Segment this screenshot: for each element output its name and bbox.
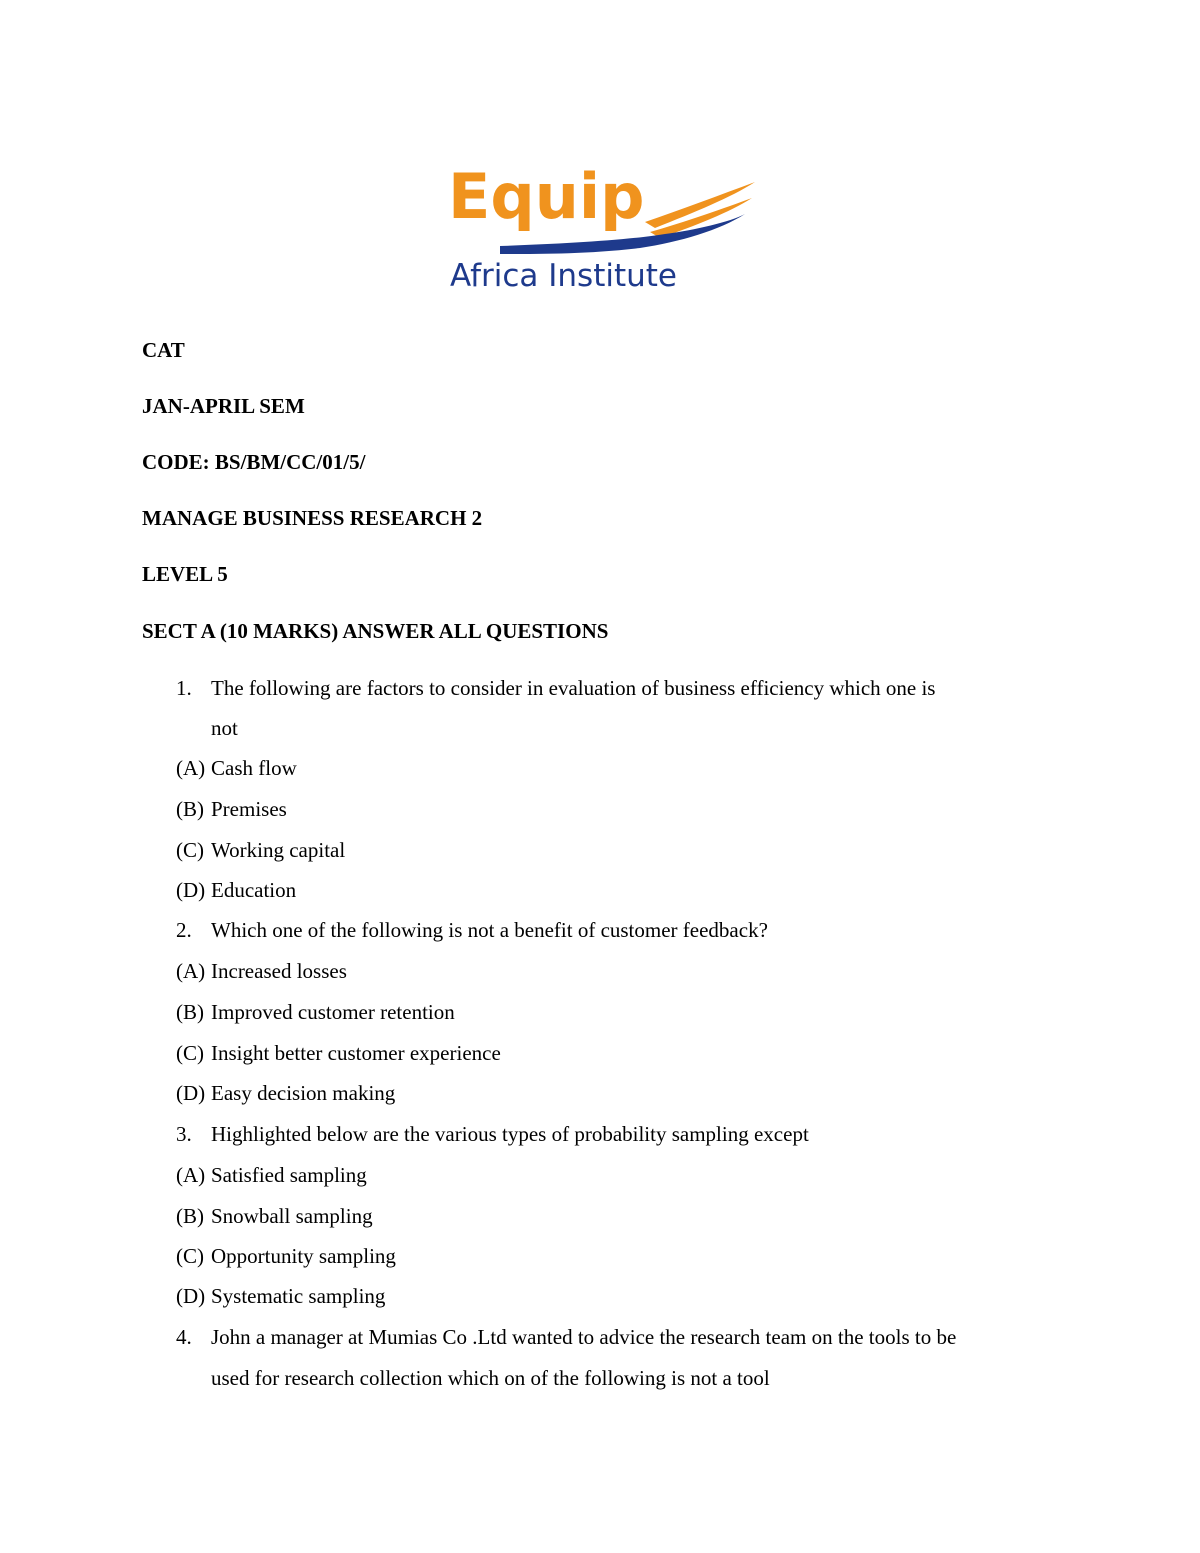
option <box>176 1163 367 1187</box>
course-title: MANAGE BUSINESS RESEARCH 2 <box>142 506 483 530</box>
option-text: Insight better customer experience <box>211 1041 501 1065</box>
option <box>176 1081 395 1105</box>
logo-brand-text: Equip <box>448 160 645 233</box>
option-text: Education <box>211 878 297 902</box>
question-text: John a manager at Mumias Co .Ltd wanted to advice the research team on the tools to be <box>211 1325 957 1349</box>
option-text: Premises <box>211 797 287 821</box>
option <box>176 1204 373 1228</box>
option-label: (C) <box>176 838 204 862</box>
section-heading: SECT A (10 MARKS) ANSWER ALL QUESTIONS <box>142 619 609 643</box>
option-text: Increased losses <box>211 959 347 983</box>
equip-africa-institute-logo <box>440 150 770 300</box>
option-label: (D) <box>176 878 206 902</box>
option <box>176 1244 396 1268</box>
semester: JAN-APRIL SEM <box>142 394 305 418</box>
question-text: Which one of the following is not a benefit of customer feedback? <box>211 918 768 942</box>
option <box>176 1000 455 1024</box>
option-label: (B) <box>176 797 204 821</box>
option-text: Opportunity sampling <box>211 1244 396 1268</box>
option-label: (B) <box>176 1204 204 1228</box>
question-text-continued: not <box>211 716 238 740</box>
option <box>176 797 287 821</box>
logo-subtitle-text: Africa Institute <box>450 258 678 294</box>
option <box>176 1041 501 1065</box>
question-number: 1. <box>176 676 192 700</box>
question-number: 3. <box>176 1122 192 1146</box>
option-text: Improved customer retention <box>211 1000 455 1024</box>
question-number: 2. <box>176 918 192 942</box>
option-text: Satisfied sampling <box>211 1163 367 1187</box>
question-text-continued: used for research collection which on of the following is not a tool <box>211 1366 770 1390</box>
option-label: (D) <box>176 1081 206 1105</box>
option-text: Systematic sampling <box>211 1284 386 1308</box>
question-number: 4. <box>176 1325 192 1349</box>
option-label: (A) <box>176 959 206 983</box>
option <box>176 756 297 780</box>
option-text: Cash flow <box>211 756 297 780</box>
question-text: Highlighted below are the various types of probability sampling except <box>211 1122 809 1146</box>
option-label: (A) <box>176 756 206 780</box>
question-text: The following are factors to consider in evaluation of business efficiency which one is <box>211 676 936 700</box>
option-label: (C) <box>176 1244 204 1268</box>
course-code: CODE: BS/BM/CC/01/5/ <box>142 450 366 474</box>
option-label: (C) <box>176 1041 204 1065</box>
option-label: (B) <box>176 1000 204 1024</box>
option-text: Snowball sampling <box>211 1204 373 1228</box>
option <box>176 959 347 983</box>
option-label: (A) <box>176 1163 206 1187</box>
level: LEVEL 5 <box>142 562 228 586</box>
exam-type: CAT <box>142 338 185 362</box>
option <box>176 1284 385 1308</box>
option-label: (D) <box>176 1284 206 1308</box>
option <box>176 838 345 862</box>
option-text: Easy decision making <box>211 1081 396 1105</box>
option <box>176 878 296 902</box>
option-text: Working capital <box>211 838 346 862</box>
